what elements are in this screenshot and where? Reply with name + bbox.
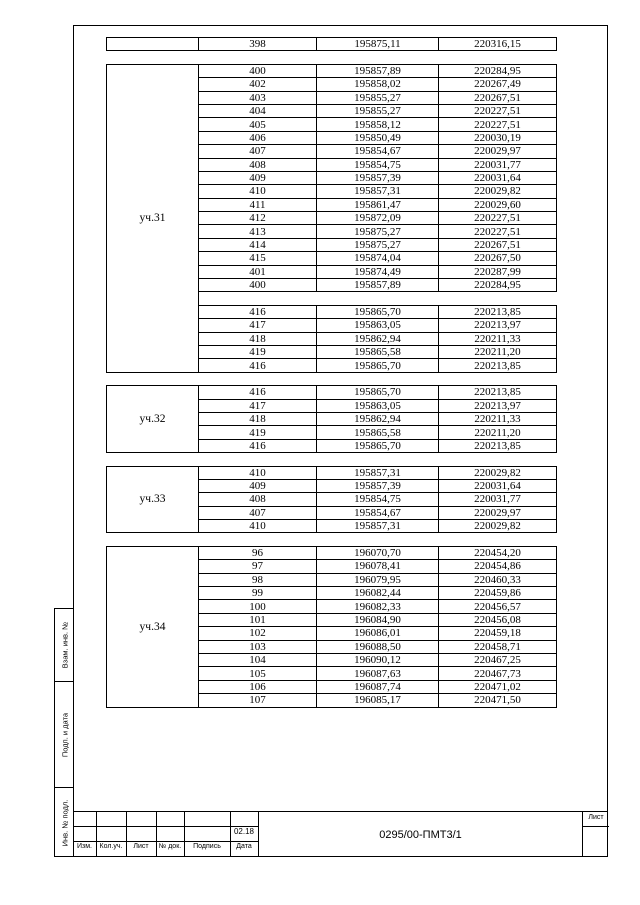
- coordinate-x-cell: 196085,17: [317, 694, 439, 707]
- coordinate-y-cell: 220284,95: [439, 279, 557, 292]
- coordinate-x-cell: 195857,89: [317, 64, 439, 77]
- point-number-cell: 107: [199, 694, 317, 707]
- date-value: 02.18: [233, 827, 255, 836]
- coordinate-y-cell: 220267,49: [439, 78, 557, 91]
- coordinate-y-cell: 220284,95: [439, 64, 557, 77]
- point-number-cell: 418: [199, 332, 317, 345]
- spacer-row: [107, 453, 557, 466]
- point-number-cell: 98: [199, 573, 317, 586]
- coordinate-y-cell: 220456,57: [439, 600, 557, 613]
- table-row: [107, 546, 557, 559]
- coordinate-y-cell: 220213,85: [439, 439, 557, 452]
- plot-label: уч.31: [107, 64, 199, 372]
- coordinate-y-cell: 220031,64: [439, 479, 557, 492]
- coordinate-x-cell: 195857,31: [317, 520, 439, 533]
- point-number-cell: 409: [199, 171, 317, 184]
- coordinate-y-cell: 220267,51: [439, 91, 557, 104]
- coordinate-y-cell: 220211,33: [439, 332, 557, 345]
- coordinate-x-cell: 195862,94: [317, 332, 439, 345]
- coordinate-y-cell: 220213,85: [439, 359, 557, 372]
- point-number-cell: 104: [199, 653, 317, 666]
- coordinate-y-cell: 220456,08: [439, 613, 557, 626]
- header-change: Изм.: [77, 843, 92, 850]
- coordinate-x-cell: 195875,27: [317, 225, 439, 238]
- coordinate-x-cell: 195854,67: [317, 145, 439, 158]
- stamp-signature-date: [55, 682, 74, 788]
- coordinate-y-cell: 220287,99: [439, 265, 557, 278]
- coordinate-y-cell: 220029,82: [439, 185, 557, 198]
- point-number-cell: 410: [199, 520, 317, 533]
- document-number: [258, 811, 582, 857]
- coordinate-x-cell: 195855,27: [317, 104, 439, 117]
- coordinate-x-cell: 196070,70: [317, 546, 439, 559]
- coordinate-y-cell: 220031,64: [439, 171, 557, 184]
- coordinate-y-cell: 220459,18: [439, 627, 557, 640]
- coordinate-x-cell: 195862,94: [317, 412, 439, 425]
- point-number-cell: 402: [199, 78, 317, 91]
- point-number-cell: 408: [199, 158, 317, 171]
- coordinate-x-cell: 196087,74: [317, 680, 439, 693]
- coordinate-x-cell: 195872,09: [317, 212, 439, 225]
- point-number-cell: 412: [199, 212, 317, 225]
- point-number-cell: 419: [199, 345, 317, 358]
- point-number-cell: 416: [199, 359, 317, 372]
- header-qty: Кол.уч.: [99, 843, 123, 850]
- coordinate-y-cell: 220031,77: [439, 158, 557, 171]
- coordinate-x-cell: 195857,39: [317, 479, 439, 492]
- point-number-cell: 416: [199, 386, 317, 399]
- coordinate-y-cell: 220029,97: [439, 506, 557, 519]
- coordinate-y-cell: 220471,50: [439, 694, 557, 707]
- header-sheet: Лист: [133, 843, 149, 850]
- coordinate-y-cell: 220471,02: [439, 680, 557, 693]
- coordinate-x-cell: 196086,01: [317, 627, 439, 640]
- coordinate-x-cell: 195875,11: [317, 38, 439, 51]
- coordinate-y-cell: 220467,25: [439, 653, 557, 666]
- point-number-cell: 417: [199, 399, 317, 412]
- coordinate-x-cell: 196078,41: [317, 560, 439, 573]
- coordinate-y-cell: 220031,77: [439, 493, 557, 506]
- point-number-cell: 419: [199, 426, 317, 439]
- coordinate-x-cell: 195863,05: [317, 319, 439, 332]
- point-number-cell: 409: [199, 479, 317, 492]
- point-number-cell: 401: [199, 265, 317, 278]
- point-number-cell: 99: [199, 587, 317, 600]
- coordinate-y-cell: 220213,97: [439, 319, 557, 332]
- coordinate-x-cell: 195850,49: [317, 131, 439, 144]
- point-number-cell: 410: [199, 466, 317, 479]
- coordinate-x-cell: 195865,58: [317, 426, 439, 439]
- point-number-cell: 405: [199, 118, 317, 131]
- coordinate-x-cell: 195857,31: [317, 466, 439, 479]
- header-date: Дата: [236, 843, 252, 850]
- coordinate-y-cell: 220460,33: [439, 573, 557, 586]
- spacer-row: [107, 533, 557, 546]
- coordinate-x-cell: 195854,75: [317, 158, 439, 171]
- plot-label: уч.33: [107, 466, 199, 533]
- coordinate-x-cell: 196079,95: [317, 573, 439, 586]
- point-number-cell: 416: [199, 305, 317, 318]
- coordinate-x-cell: 195865,70: [317, 359, 439, 372]
- coordinate-x-cell: 195865,58: [317, 345, 439, 358]
- point-number-cell: 408: [199, 493, 317, 506]
- point-number-cell: 101: [199, 613, 317, 626]
- coordinate-x-cell: 195865,70: [317, 386, 439, 399]
- coordinate-y-cell: 220211,20: [439, 426, 557, 439]
- coordinate-x-cell: 195863,05: [317, 399, 439, 412]
- side-stamp-strip: [54, 608, 73, 857]
- coordinate-x-cell: 195865,70: [317, 305, 439, 318]
- stamp-label: Взам. инв. №: [60, 621, 69, 669]
- point-number-cell: 103: [199, 640, 317, 653]
- point-number-cell: 413: [199, 225, 317, 238]
- sheet-box: [582, 811, 608, 857]
- point-number-cell: 96: [199, 546, 317, 559]
- coordinate-y-cell: 220029,60: [439, 198, 557, 211]
- point-number-cell: 407: [199, 145, 317, 158]
- coordinate-y-cell: 220213,85: [439, 386, 557, 399]
- coordinate-x-cell: 195865,70: [317, 439, 439, 452]
- coordinate-x-cell: 195857,39: [317, 171, 439, 184]
- point-number-cell: 102: [199, 627, 317, 640]
- point-number-cell: 418: [199, 412, 317, 425]
- stamp-replacement-inv: [55, 609, 74, 682]
- coordinate-x-cell: 196087,63: [317, 667, 439, 680]
- coordinate-y-cell: 220458,71: [439, 640, 557, 653]
- coordinate-y-cell: 220227,51: [439, 225, 557, 238]
- header-doc-no: № док.: [158, 843, 182, 850]
- point-number-cell: 406: [199, 131, 317, 144]
- document-number-text: 0295/00-ПМТ3/1: [379, 828, 462, 841]
- coordinate-y-cell: 220029,82: [439, 520, 557, 533]
- stamp-label: Подп. и дата: [60, 712, 69, 757]
- spacer-row: [107, 51, 557, 64]
- coordinate-y-cell: 220267,50: [439, 252, 557, 265]
- coordinate-y-cell: 220211,20: [439, 345, 557, 358]
- coordinate-x-cell: 196082,33: [317, 600, 439, 613]
- table-row: [107, 64, 557, 77]
- coordinate-x-cell: 195858,02: [317, 78, 439, 91]
- coordinate-y-cell: 220029,97: [439, 145, 557, 158]
- point-number-cell: 400: [199, 64, 317, 77]
- stamp-original-inv: [55, 788, 74, 858]
- coordinate-y-cell: 220267,51: [439, 238, 557, 251]
- coordinate-y-cell: 220213,85: [439, 305, 557, 318]
- coordinate-y-cell: 220227,51: [439, 118, 557, 131]
- coordinate-x-cell: 195857,89: [317, 279, 439, 292]
- point-number-cell: 105: [199, 667, 317, 680]
- header-signature: Подпись: [193, 843, 221, 850]
- point-number-cell: 398: [199, 38, 317, 51]
- coordinate-x-cell: 196090,12: [317, 653, 439, 666]
- coordinate-y-cell: 220211,33: [439, 412, 557, 425]
- coordinate-y-cell: 220454,86: [439, 560, 557, 573]
- plot-label: уч.32: [107, 386, 199, 453]
- spacer-row: [107, 372, 557, 385]
- table-row: [107, 386, 557, 399]
- coordinate-y-cell: 220030,19: [439, 131, 557, 144]
- point-number-cell: 97: [199, 560, 317, 573]
- coordinate-x-cell: 195861,47: [317, 198, 439, 211]
- point-number-cell: 410: [199, 185, 317, 198]
- coordinate-x-cell: 195875,27: [317, 238, 439, 251]
- point-number-cell: 415: [199, 252, 317, 265]
- point-number-cell: 411: [199, 198, 317, 211]
- coordinate-x-cell: 195874,04: [317, 252, 439, 265]
- sheet-label: Лист: [588, 814, 604, 821]
- point-number-cell: 403: [199, 91, 317, 104]
- coordinate-y-cell: 220227,51: [439, 212, 557, 225]
- coordinate-y-cell: 220029,82: [439, 466, 557, 479]
- coordinate-y-cell: 220467,73: [439, 667, 557, 680]
- point-number-cell: 407: [199, 506, 317, 519]
- point-number-cell: 414: [199, 238, 317, 251]
- point-number-cell: 100: [199, 600, 317, 613]
- coordinate-x-cell: 195874,49: [317, 265, 439, 278]
- coordinate-y-cell: 220213,97: [439, 399, 557, 412]
- coordinate-x-cell: 196084,90: [317, 613, 439, 626]
- coordinate-x-cell: 195854,67: [317, 506, 439, 519]
- table-row: [107, 38, 557, 51]
- point-number-cell: 400: [199, 279, 317, 292]
- coordinate-x-cell: 195855,27: [317, 91, 439, 104]
- coordinate-x-cell: 195857,31: [317, 185, 439, 198]
- coordinate-x-cell: 195858,12: [317, 118, 439, 131]
- coordinate-x-cell: 196088,50: [317, 640, 439, 653]
- point-number-cell: 404: [199, 104, 317, 117]
- coordinate-x-cell: 196082,44: [317, 587, 439, 600]
- point-number-cell: 416: [199, 439, 317, 452]
- empty-plot-cell: [107, 38, 199, 51]
- coordinate-x-cell: 195854,75: [317, 493, 439, 506]
- coordinates-table: [106, 37, 557, 708]
- point-number-cell: 417: [199, 319, 317, 332]
- coordinate-y-cell: 220454,20: [439, 546, 557, 559]
- coordinate-y-cell: 220227,51: [439, 104, 557, 117]
- table-row: [107, 466, 557, 479]
- stamp-label: Инв. № подл.: [60, 799, 69, 847]
- coordinate-y-cell: 220459,86: [439, 587, 557, 600]
- point-number-cell: 106: [199, 680, 317, 693]
- plot-label: уч.34: [107, 546, 199, 707]
- coordinate-y-cell: 220316,15: [439, 38, 557, 51]
